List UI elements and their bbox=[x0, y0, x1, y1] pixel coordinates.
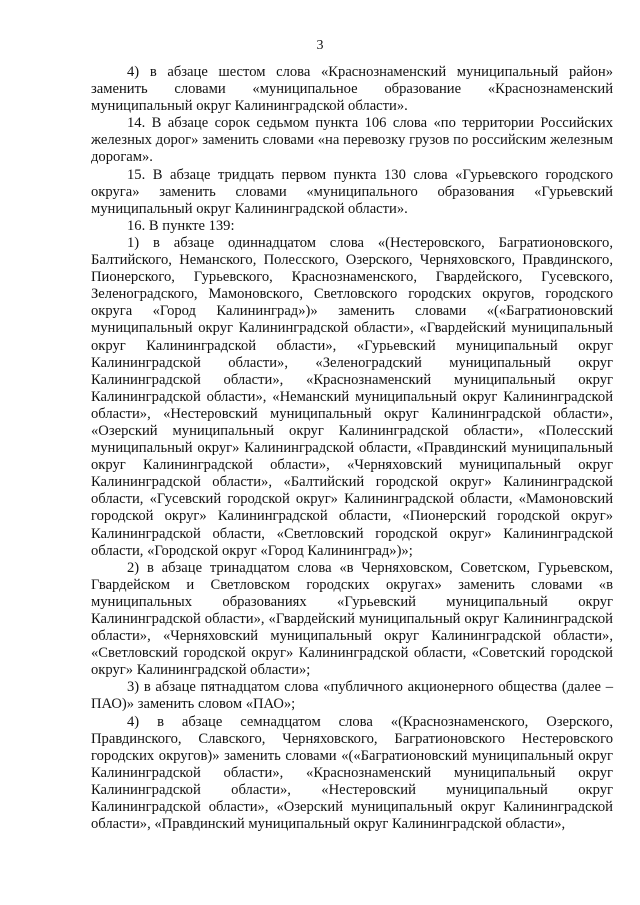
document-body bbox=[91, 64, 613, 833]
paragraph-item-4-sixth-abzac: 4) в абзаце шестом слова «Краснознаменский муниципальный район» заменить словами «муниципальное образование «Краснознаменский муниципальный округ Калининградской области». bbox=[91, 64, 613, 115]
paragraph-subitem-4: 4) в абзаце семнадцатом слова «(Краснознаменского, Озерского, Правдинского, Славского, Черняховского, Багратионовского Нестеровского городских округов)» заменить словами «(«Багратионовский муниципальный округ Калининградской области», «Краснознаменский муниципальный округ Калининградской области», «Нестеровский муниципальный округ Калининградской области», «Озерский муниципальный округ Калининградской области», «Правдинский муниципальный округ Калининградской области», bbox=[91, 713, 613, 833]
paragraph-point-15: 15. В абзаце тридцать первом пункта 130 слова «Гурьевского городского округа» заменить словами «муниципального образования «Гурьевский муниципальный округ Калининградской области». bbox=[91, 166, 613, 217]
page-number: 3 bbox=[316, 38, 324, 53]
paragraph-subitem-3: 3) в абзаце пятнадцатом слова «публичного акционерного общества (далее – ПАО)» заменить словом «ПАО»; bbox=[91, 679, 613, 713]
paragraph-point-16: 16. В пункте 139: bbox=[127, 217, 235, 234]
paragraph-point-14: 14. В абзаце сорок седьмом пункта 106 слова «по территории Российских железных дорог» заменить словами «на перевозку грузов по российским железным дорогам». bbox=[91, 115, 613, 166]
paragraph-subitem-2: 2) в абзаце тринадцатом слова «в Черняховском, Советском, Гурьевском, Гвардейском и Светловском городских округах» заменить словами «в муниципальных образованиях «Гурьевский муниципальный округ Калининградской области», «Гвардейский муниципальный округ Калининградской области», «Черняховский муниципальный округ Калининградской области», «Светловский городской округ» Калининградской области, «Советский городской округ» Калининградской области»; bbox=[91, 559, 613, 679]
paragraph-subitem-1: 1) в абзаце одиннадцатом слова «(Нестеровского, Багратионовского, Балтийского, Неманского, Полесского, Озерского, Черняховского, Правдинского, Пионерского, Гурьевского, Краснознаменского, Гвардейского, Гусевского, Зеленоградского, Мамоновского, Светловского городских округов, городского округа «Город Калининград»)» заменить словами «(«Багратионовский муниципальный округ Калининградской области», «Гвардейский муниципальный округ Калининградской области», «Гурьевский муниципальный округ Калининградской области», «Зеленоградский муниципальный округ Калининградской области», «Краснознаменский муниципальный округ Калининградской области», «Неманский муниципальный округ Калининградской области», «Нестеровский муниципальный округ Калининградской области», «Озерский муниципальный округ Калининградской области», «Полесский муниципальный округ» Калининградской области, «Правдинский муниципальный округ Калининградской области», «Черняховский муниципальный округ Калининградской области», «Балтийский городской округ» Калининградской области, «Гусевский городской округ» Калининградской области, «Мамоновский городской округ» Калининградской области, «Пионерский городской округ» Калининградской области, «Светловский городской округ» Калининградской области, «Городской округ «Город Калининград»)»; bbox=[91, 234, 613, 559]
